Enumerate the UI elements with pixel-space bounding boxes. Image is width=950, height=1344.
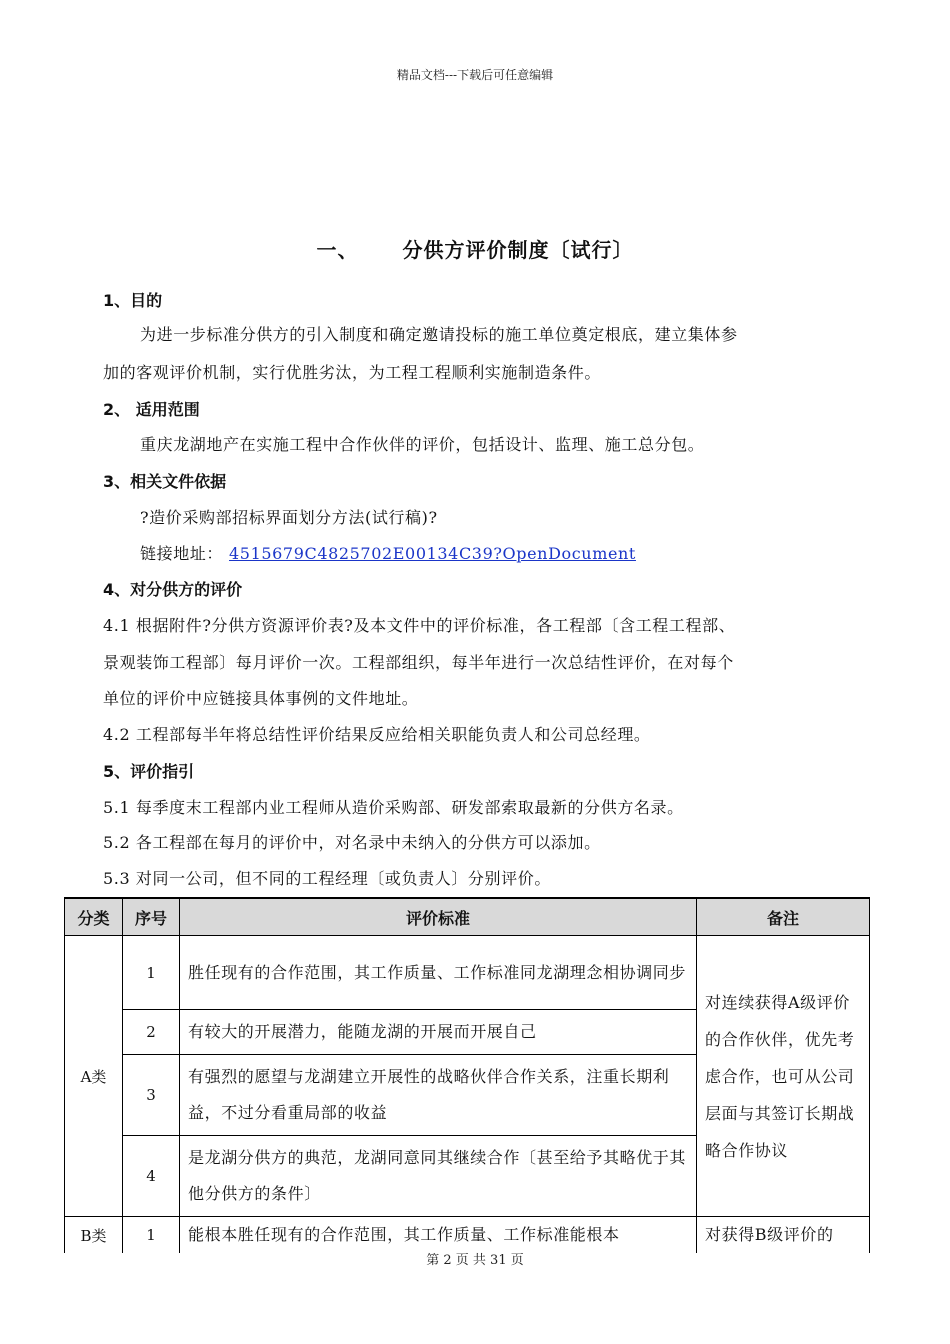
section-3-doc: ?造价采购部招标界面划分方法(试行稿)? (140, 508, 438, 527)
link-label: 链接地址： (140, 544, 224, 563)
row-index: 4 (123, 1136, 180, 1217)
row-index: 2 (123, 1010, 180, 1055)
title-number: 一、 (316, 238, 359, 262)
section-4-line-4: 4.2 工程部每半年将总结性评价结果反应给相关职能负责人和公司总经理。 (103, 725, 651, 744)
table-header-row (65, 898, 870, 936)
header-criteria: 评价标准 (180, 898, 697, 936)
section-4-line-2: 景观装饰工程部〕每月评价一次。工程部组织，每半年进行一次总结性评价，在对每个 (103, 653, 734, 672)
note-a: 对连续获得A级评价的合作伙伴，优先考虑合作，也可从公司层面与其签订长期战略合作协议 (697, 936, 870, 1217)
section-1-line-1: 为进一步标准分供方的引入制度和确定邀请投标的施工单位奠定根底，建立集体参 (140, 325, 738, 344)
section-2-heading: 2、 适用范围 (103, 400, 200, 419)
section-5-line-1: 5.1 每季度末工程部内业工程师从造价采购部、研发部索取最新的分供方名录。 (103, 798, 684, 817)
section-3-heading: 3、相关文件依据 (103, 472, 227, 491)
page-title (0, 234, 950, 263)
section-5-line-2: 5.2 各工程部在每月的评价中，对名录中未纳入的分供方可以添加。 (103, 833, 601, 852)
section-5-heading: 5、评价指引 (103, 762, 195, 781)
header-category: 分类 (65, 898, 123, 936)
criteria-cell: 有较大的开展潜力，能随龙湖的开展而开展自己 (180, 1010, 697, 1055)
note-b: 对获得B级评价的 (697, 1217, 870, 1254)
document-link[interactable]: 4515679C4825702E00134C39?OpenDocument (229, 544, 636, 563)
criteria-cell: 是龙湖分供方的典范，龙湖同意同其继续合作〔甚至给予其略优于其他分供方的条件〕 (180, 1136, 697, 1217)
row-index: 3 (123, 1055, 180, 1136)
section-2-line: 重庆龙湖地产在实施工程中合作伙伴的评价，包括设计、监理、施工总分包。 (140, 435, 705, 454)
header-note: 备注 (697, 898, 870, 936)
evaluation-table (64, 897, 870, 1253)
page-header-note: 精品文档---下载后可任意编辑 (396, 68, 554, 82)
title-text: 分供方评价制度〔试行〕 (402, 238, 634, 262)
row-index: 1 (123, 936, 180, 1010)
section-4-line-3: 单位的评价中应链接具体事例的文件地址。 (103, 689, 419, 708)
criteria-cell: 胜任现有的合作范围，其工作质量、工作标准同龙湖理念相协调同步 (180, 936, 697, 1010)
table-row (65, 1217, 870, 1254)
header-index: 序号 (123, 898, 180, 936)
section-3-link-row (140, 541, 636, 564)
table-row (65, 936, 870, 1010)
section-1-heading: 1、目的 (103, 291, 163, 310)
criteria-cell: 能根本胜任现有的合作范围，其工作质量、工作标准能根本 (180, 1217, 697, 1254)
category-b: B类 (65, 1217, 123, 1254)
section-5-line-3: 5.3 对同一公司，但不同的工程经理〔或负责人〕分别评价。 (103, 869, 551, 888)
category-a: A类 (65, 936, 123, 1217)
page-footer: 第 2 页 共 31 页 (426, 1253, 524, 1268)
section-4-line-1: 4.1 根据附件?分供方资源评价表?及本文件中的评价标准，各工程部〔含工程工程部、 (103, 616, 736, 635)
criteria-cell: 有强烈的愿望与龙湖建立开展性的战略伙伴合作关系，注重长期利益，不过分看重局部的收益 (180, 1055, 697, 1136)
row-index: 1 (123, 1217, 180, 1254)
section-4-heading: 4、对分供方的评价 (103, 580, 243, 599)
section-1-line-2: 加的客观评价机制，实行优胜劣汰，为工程工程顺利实施制造条件。 (103, 363, 602, 382)
